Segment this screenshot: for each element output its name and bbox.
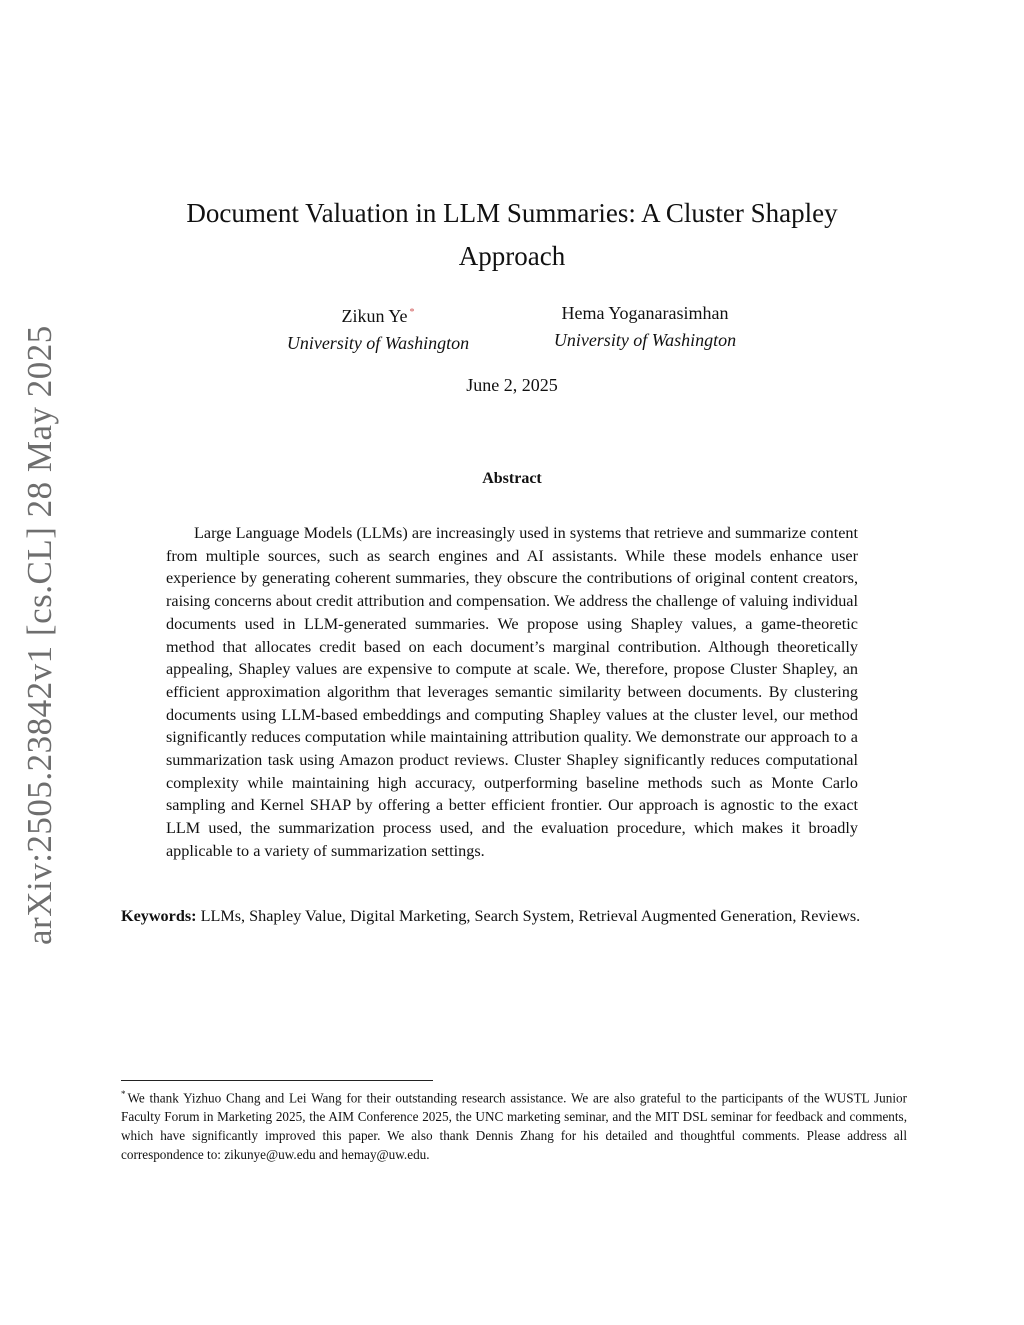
author-1-name: Zikun Ye <box>341 306 408 326</box>
author-1 <box>258 300 498 357</box>
author-2-name: Hema Yoganarasimhan <box>561 303 729 323</box>
author-2-affiliation: University of Washington <box>553 330 737 350</box>
keywords-label: Keywords: <box>121 907 197 925</box>
keywords <box>121 903 907 930</box>
author-block <box>0 300 1024 360</box>
arxiv-identifier: arXiv:2505.23842v1 [cs.CL] 28 May 2025 <box>20 325 59 945</box>
footnote <box>121 1085 907 1164</box>
author-1-name-line <box>258 300 498 329</box>
keywords-text: LLMs, Shapley Value, Digital Marketing, Search System, Retrieval Augmented Generation, Reviews. <box>200 907 861 925</box>
author-1-affiliation: University of Washington <box>286 333 470 353</box>
paper-title: Document Valuation in LLM Summaries: A Cluster Shapley Approach <box>186 198 838 271</box>
author-2 <box>525 300 765 354</box>
footnote-text: We thank Yizhuo Chang and Lei Wang for their outstanding research assistance. We are also grateful to the participants of the WUSTL Junior Faculty Forum in Marketing 2025, the AIM Conference 2025, the UNC marketing seminar, and the MIT DSL seminar for feedback and comments, which have significantly improved this paper. We also thank Dennis Zhang for his detailed and thoughtful comments. Please address all correspondence to: zikunye@uw.edu and hemay@uw.edu. <box>121 1090 907 1163</box>
footnote-divider <box>121 1080 433 1081</box>
abstract-heading: Abstract <box>482 470 542 487</box>
footnote-marker: * <box>121 1089 126 1099</box>
publication-date: June 2, 2025 <box>466 375 558 395</box>
author-1-footnote-marker[interactable]: * <box>409 307 415 318</box>
abstract-text: Large Language Models (LLMs) are increasingly used in systems that retrieve and summarize content from multiple sources, such as search engines and AI assistants. While these models enhance user experience by generating coherent summaries, they obscure the contributions of original content creators, raising concerns about credit attribution and compensation. We address the challenge of valuing individual documents used in LLM-generated summaries. We propose using Shapley values, a game-theoretic method that allocates credit based on each document’s marginal contribution. Although theoretically appealing, Shapley values are expensive to compute at scale. We, therefore, propose Cluster Shapley, an efficient approximation algorithm that leverages semantic similarity between documents. By clustering documents using LLM-based embeddings and computing Shapley values at the cluster level, our method significantly reduces computation while maintaining attribution quality. We demonstrate our approach to a summarization task using Amazon product reviews. Cluster Shapley significantly reduces computational complexity while maintaining high accuracy, outperforming baseline methods such as Monte Carlo sampling and Kernel SHAP by offering a better efficient frontier. Our approach is agnostic to the exact LLM used, the summarization process used, and the evaluation procedure, which makes it broadly applicable to a variety of summarization settings. <box>166 524 858 860</box>
